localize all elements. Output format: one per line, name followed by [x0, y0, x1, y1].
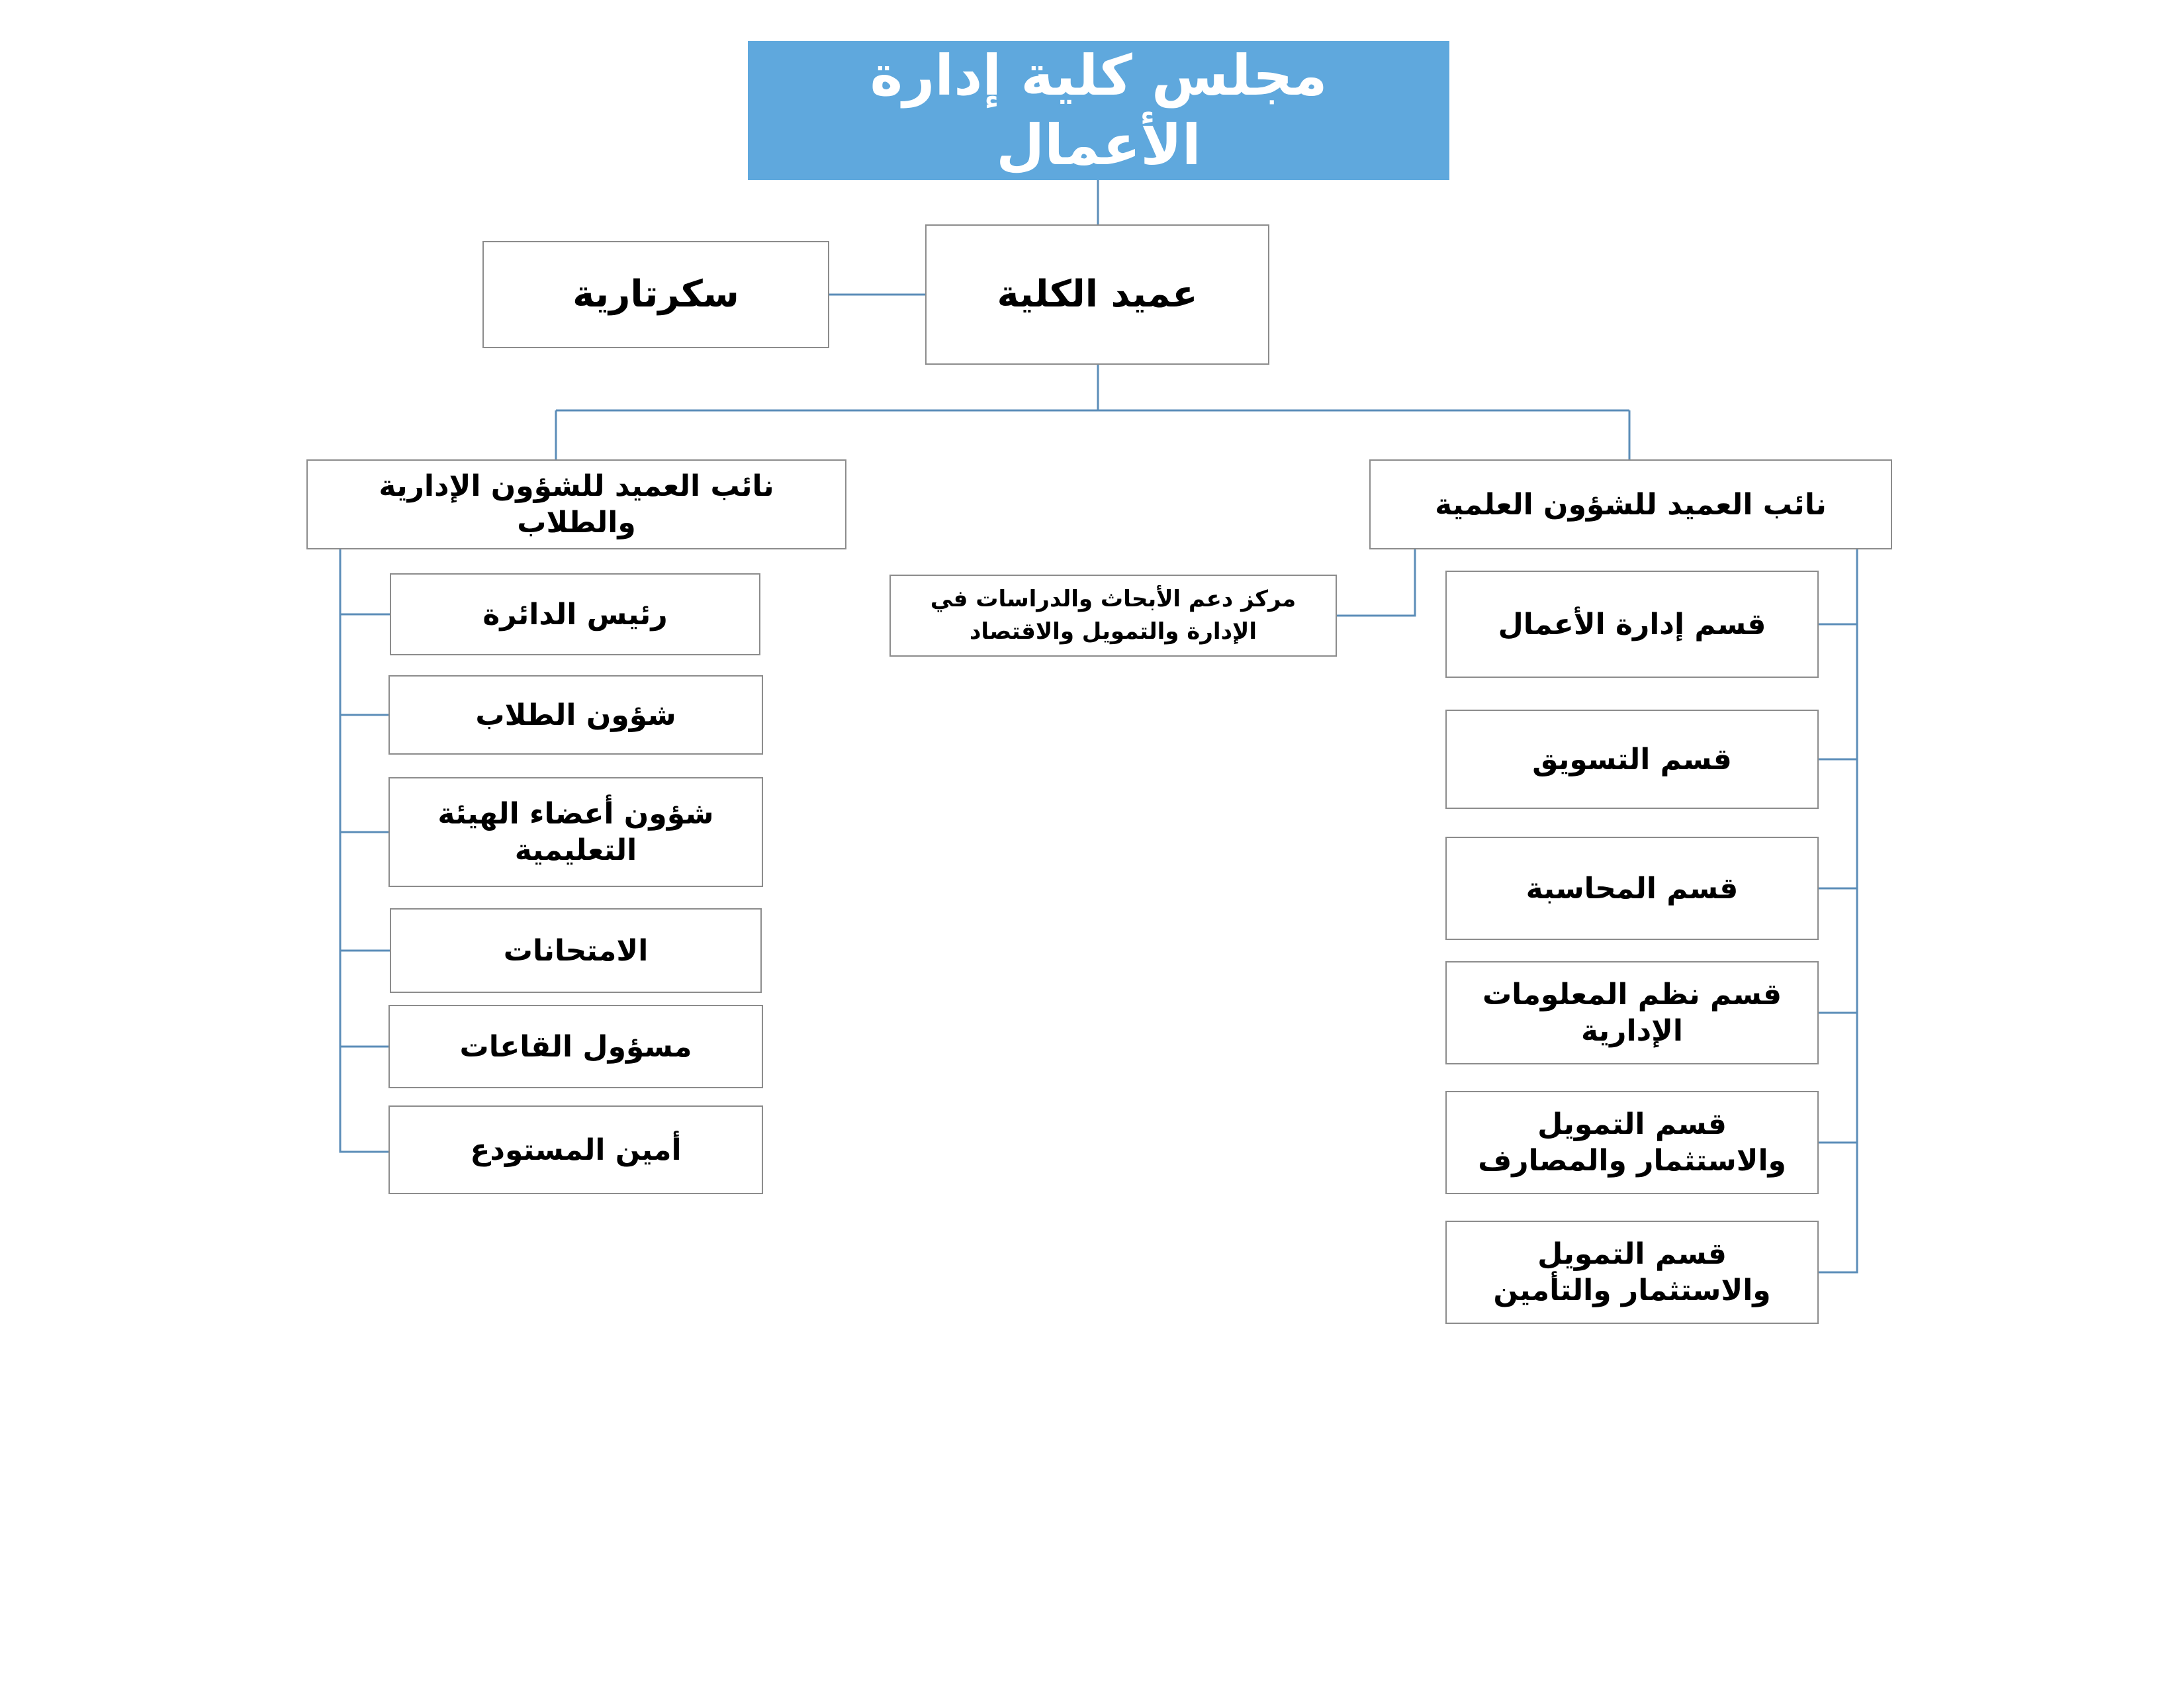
unit-label: مسؤول القاعات: [459, 1029, 692, 1064]
secretariat-box: [482, 241, 829, 348]
department-box-marketing: [1445, 710, 1819, 809]
department-box-accounting: [1445, 837, 1819, 940]
vice-dean-scientific-label: نائب العميد للشؤون العلمية: [1435, 487, 1827, 522]
scientific-to-research-center-connector: [1337, 549, 1415, 616]
research-center-label: مركز دعم الأبحاث والدراسات في الإدارة والتمويل والاقتصاد: [930, 585, 1297, 645]
department-label: قسم نظم المعلومات الإدارية: [1482, 978, 1782, 1048]
department-box-mis: [1445, 961, 1819, 1064]
dean-label: عميد الكلية: [997, 273, 1198, 316]
scientific-departments-spine-connector: [1819, 549, 1857, 1272]
dean-box: [925, 224, 1269, 365]
unit-label: شؤون الطلاب: [475, 698, 676, 732]
secretariat-label: سكرتارية: [572, 273, 739, 316]
unit-box-head-of-department: [390, 573, 760, 655]
department-label: قسم التمويل والاستثمار والتأمين: [1493, 1237, 1771, 1307]
unit-box-halls-officer: [388, 1005, 763, 1088]
unit-label: رئيس الدائرة: [482, 597, 668, 632]
research-center-box: [889, 575, 1337, 657]
unit-label: أمين المستودع: [470, 1133, 682, 1167]
unit-box-faculty-affairs: [388, 777, 763, 887]
admin-units-spine-connector: [340, 549, 388, 1152]
unit-label: شؤون أعضاء الهيئة التعليمية: [437, 797, 714, 867]
vice-dean-admin-box: [306, 459, 846, 549]
department-label: قسم المحاسبة: [1525, 871, 1739, 906]
unit-box-exams: [390, 908, 762, 993]
department-label: قسم إدارة الأعمال: [1498, 607, 1766, 641]
unit-label: الامتحانات: [503, 933, 649, 968]
unit-box-warehouse-keeper: [388, 1105, 763, 1194]
department-box-business-admin: [1445, 571, 1819, 678]
department-box-finance-insurance: [1445, 1221, 1819, 1324]
council-label: مجلس كلية إدارة الأعمال: [870, 43, 1328, 177]
department-label: قسم التمويل والاستثمار والمصارف: [1478, 1107, 1786, 1178]
vice-dean-scientific-box: [1369, 459, 1892, 549]
council-box: [748, 41, 1449, 180]
unit-box-student-affairs: [388, 675, 763, 755]
department-label: قسم التسويق: [1532, 742, 1732, 776]
department-box-finance-banking: [1445, 1091, 1819, 1194]
vice-dean-admin-label: نائب العميد للشؤون الإدارية والطلاب: [379, 469, 774, 539]
